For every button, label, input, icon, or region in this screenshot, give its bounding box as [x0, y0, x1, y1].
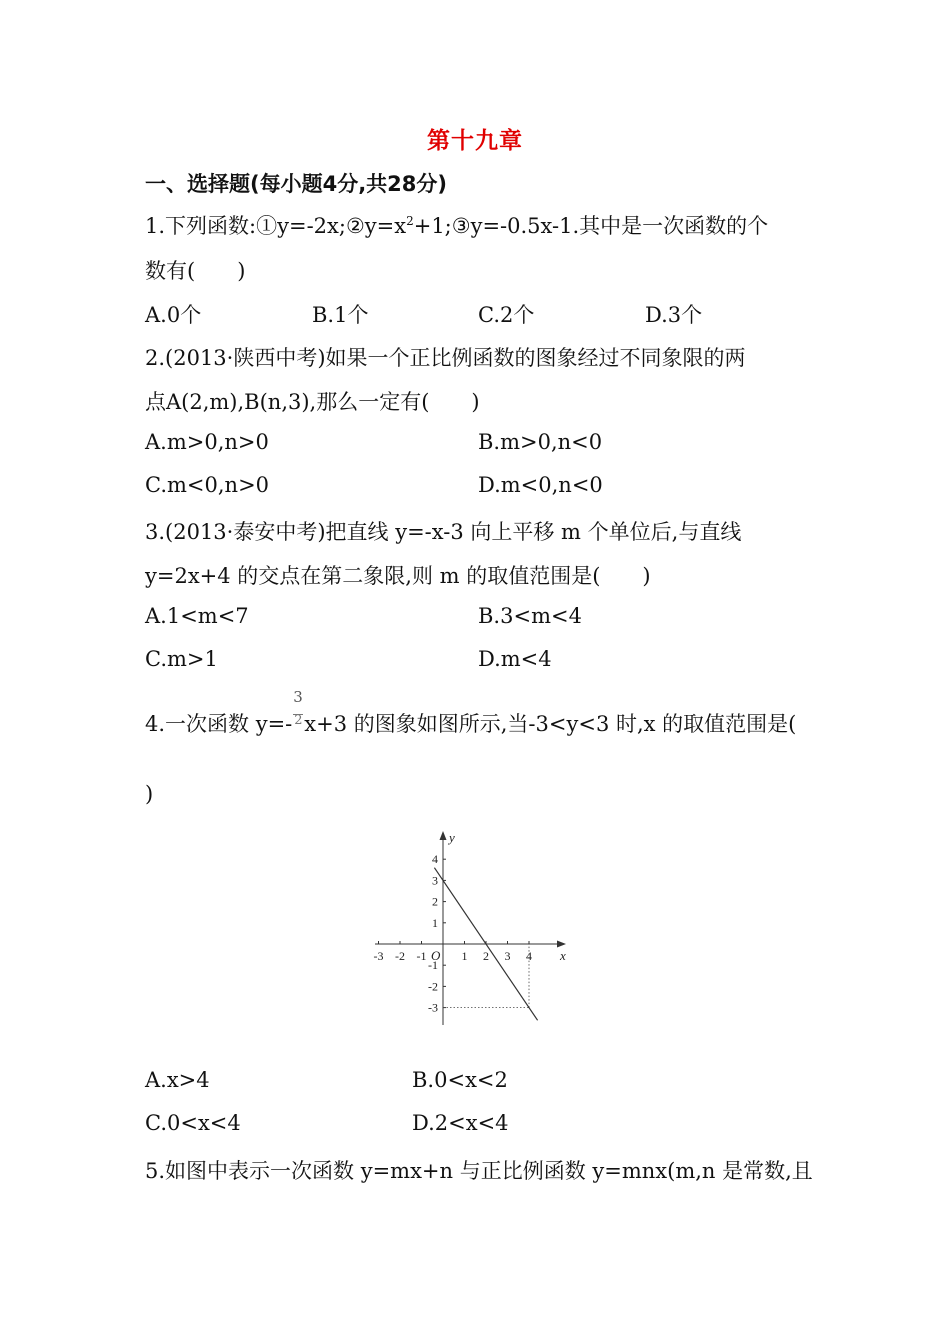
question-4-suffix: x+3 的图象如图所示,当-3<y<3 时,x 的取值范围是(	[304, 712, 797, 736]
y-tick-label: -3	[428, 1000, 438, 1015]
x-tick-label: 2	[483, 949, 489, 963]
question-1-option-a[interactable]: A.0个	[145, 303, 202, 327]
question-2-option-d[interactable]: D.m<0,n<0	[478, 473, 603, 497]
question-2-line-2: 点A(2,m),B(n,3),那么一定有( )	[145, 390, 480, 414]
fraction-numerator: 3	[293, 688, 303, 706]
question-3-option-c[interactable]: C.m>1	[145, 647, 218, 671]
x-tick-label: -2	[395, 949, 405, 963]
x-tick-label: 3	[504, 949, 511, 963]
question-1-option-c[interactable]: C.2个	[478, 303, 535, 327]
x-tick-label: 4	[526, 949, 532, 963]
function-graph	[370, 828, 580, 1028]
question-4-line-2: )	[145, 782, 154, 806]
question-1-text-a: 1.下列函数:①y=-2x;②y=x	[145, 214, 407, 238]
question-1-line-2: 数有( )	[145, 259, 246, 283]
y-tick-label: -1	[428, 958, 438, 973]
x-axis-label: x	[560, 948, 566, 963]
question-1-option-b[interactable]: B.1个	[312, 303, 369, 327]
question-3-line-2: y=2x+4 的交点在第二象限,则 m 的取值范围是( )	[145, 564, 651, 588]
question-3-line-1: 3.(2013·泰安中考)把直线 y=-x-3 向上平移 m 个单位后,与直线	[145, 520, 742, 544]
question-1-option-d[interactable]: D.3个	[645, 303, 703, 327]
question-4-option-c[interactable]: C.0<x<4	[145, 1111, 241, 1135]
question-4-option-a[interactable]: A.x>4	[145, 1068, 210, 1092]
x-axis-arrow	[557, 941, 566, 948]
question-1-exponent: 2	[406, 214, 414, 228]
question-4-prefix: 4.一次函数 y=-	[145, 712, 293, 736]
question-2-line-1: 2.(2013·陕西中考)如果一个正比例函数的图象经过不同象限的两	[145, 346, 746, 370]
fraction-denominator: 2	[294, 713, 303, 728]
y-tick-label: 4	[432, 852, 438, 867]
question-5-line-1: 5.如图中表示一次函数 y=mx+n 与正比例函数 y=mnx(m,n 是常数,且	[145, 1159, 813, 1183]
question-4-option-d[interactable]: D.2<x<4	[412, 1111, 509, 1135]
question-4-line-1	[145, 688, 797, 738]
y-tick-label: 2	[432, 894, 438, 909]
question-2-option-b[interactable]: B.m>0,n<0	[478, 430, 603, 454]
question-1-text-b: +1;③y=-0.5x-1.其中是一次函数的个	[413, 214, 769, 238]
question-3-option-a[interactable]: A.1<m<7	[145, 604, 249, 628]
x-tick-label: 1	[461, 949, 468, 963]
question-3-option-d[interactable]: D.m<4	[478, 647, 552, 671]
y-tick-label: 3	[432, 873, 438, 888]
x-tick-label: -1	[416, 949, 427, 963]
y-axis-arrow	[440, 831, 447, 840]
question-2-option-a[interactable]: A.m>0,n>0	[145, 430, 269, 454]
y-tick-label: 1	[432, 915, 438, 930]
question-2-option-c[interactable]: C.m<0,n>0	[145, 473, 270, 497]
section-heading: 一、选择题(每小题4分,共28分)	[145, 172, 448, 196]
fraction	[292, 688, 304, 731]
x-tick-label: -3	[373, 949, 384, 963]
origin-label: O	[431, 948, 441, 963]
question-3-option-b[interactable]: B.3<m<4	[478, 604, 582, 628]
page-title: 第十九章	[427, 127, 523, 154]
question-4-option-b[interactable]: B.0<x<2	[412, 1068, 508, 1092]
question-1-line-1	[145, 210, 768, 240]
y-tick-label: -2	[428, 979, 438, 994]
y-axis-label: y	[449, 830, 455, 845]
